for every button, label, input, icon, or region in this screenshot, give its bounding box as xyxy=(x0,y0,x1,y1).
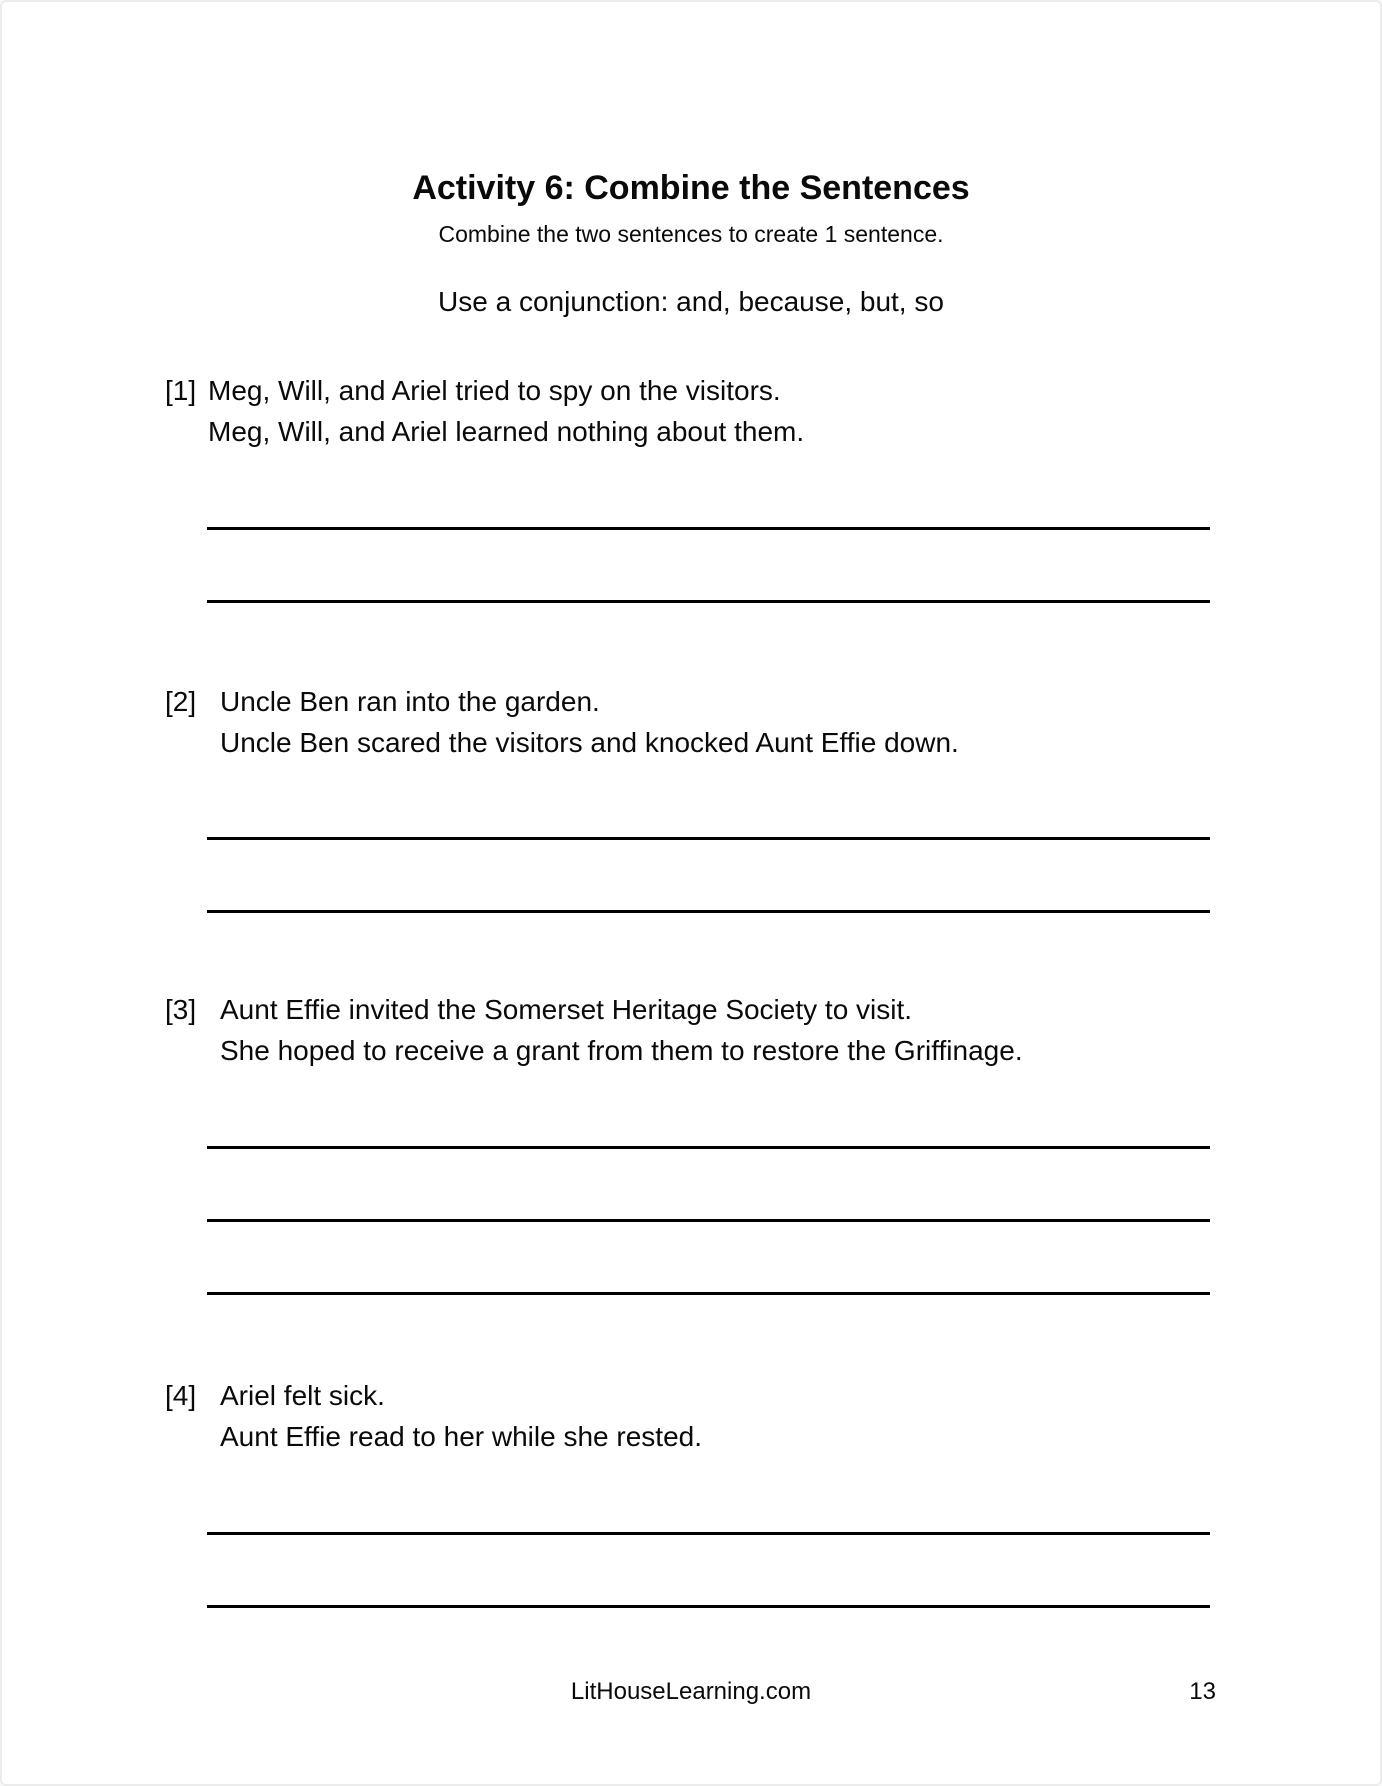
answer-line xyxy=(207,457,1210,530)
item-number: [4] xyxy=(165,1380,197,1411)
sentence-1: Uncle Ben ran into the garden. xyxy=(220,686,600,717)
exercise-item-1 xyxy=(2,370,1380,452)
sentence-2: She hoped to receive a grant from them to restore the Griffinage. xyxy=(220,1035,1023,1066)
exercise-item-4 xyxy=(2,1375,1380,1457)
sentence-1: Meg, Will, and Ariel tried to spy on the visitors. xyxy=(208,375,781,406)
page-footer xyxy=(2,1677,1380,1707)
answer-line xyxy=(207,1535,1210,1608)
sentence-2: Meg, Will, and Ariel learned nothing about them. xyxy=(208,416,805,447)
sentence-2: Uncle Ben scared the visitors and knocked Aunt Effie down. xyxy=(220,727,959,758)
page-number: 13 xyxy=(1189,1678,1216,1705)
item-number: [3] xyxy=(165,994,197,1025)
item-number: [2] xyxy=(165,686,197,717)
exercise-item-2 xyxy=(2,681,1380,763)
sentence-1: Ariel felt sick. xyxy=(220,1380,385,1411)
answer-area-2 xyxy=(2,767,1380,913)
exercise-item-3 xyxy=(2,989,1380,1071)
worksheet-subtitle: Combine the two sentences to create 1 sentence. xyxy=(438,221,944,247)
answer-area-1 xyxy=(2,457,1380,603)
sentence-1: Aunt Effie invited the Somerset Heritage Society to visit. xyxy=(220,994,913,1025)
answer-line xyxy=(207,530,1210,603)
instruction-text: Use a conjunction: and, because, but, so xyxy=(438,286,944,317)
answer-line xyxy=(207,767,1210,840)
sentence-pair xyxy=(220,989,1380,1071)
page-title: Activity 6: Combine the Sentences xyxy=(412,169,970,207)
sentence-pair xyxy=(220,681,1380,763)
answer-line xyxy=(207,1149,1210,1222)
footer-website: LitHouseLearning.com xyxy=(570,1678,812,1705)
answer-line xyxy=(207,840,1210,913)
answer-area-4 xyxy=(2,1462,1380,1608)
answer-line xyxy=(207,1462,1210,1535)
item-number: [1] xyxy=(165,375,197,406)
sentence-pair xyxy=(220,1375,1380,1457)
answer-line xyxy=(207,1076,1210,1149)
answer-area-3 xyxy=(2,1076,1380,1295)
answer-line xyxy=(207,1222,1210,1295)
sentence-pair xyxy=(208,370,1380,452)
sentence-2: Aunt Effie read to her while she rested. xyxy=(220,1421,702,1452)
